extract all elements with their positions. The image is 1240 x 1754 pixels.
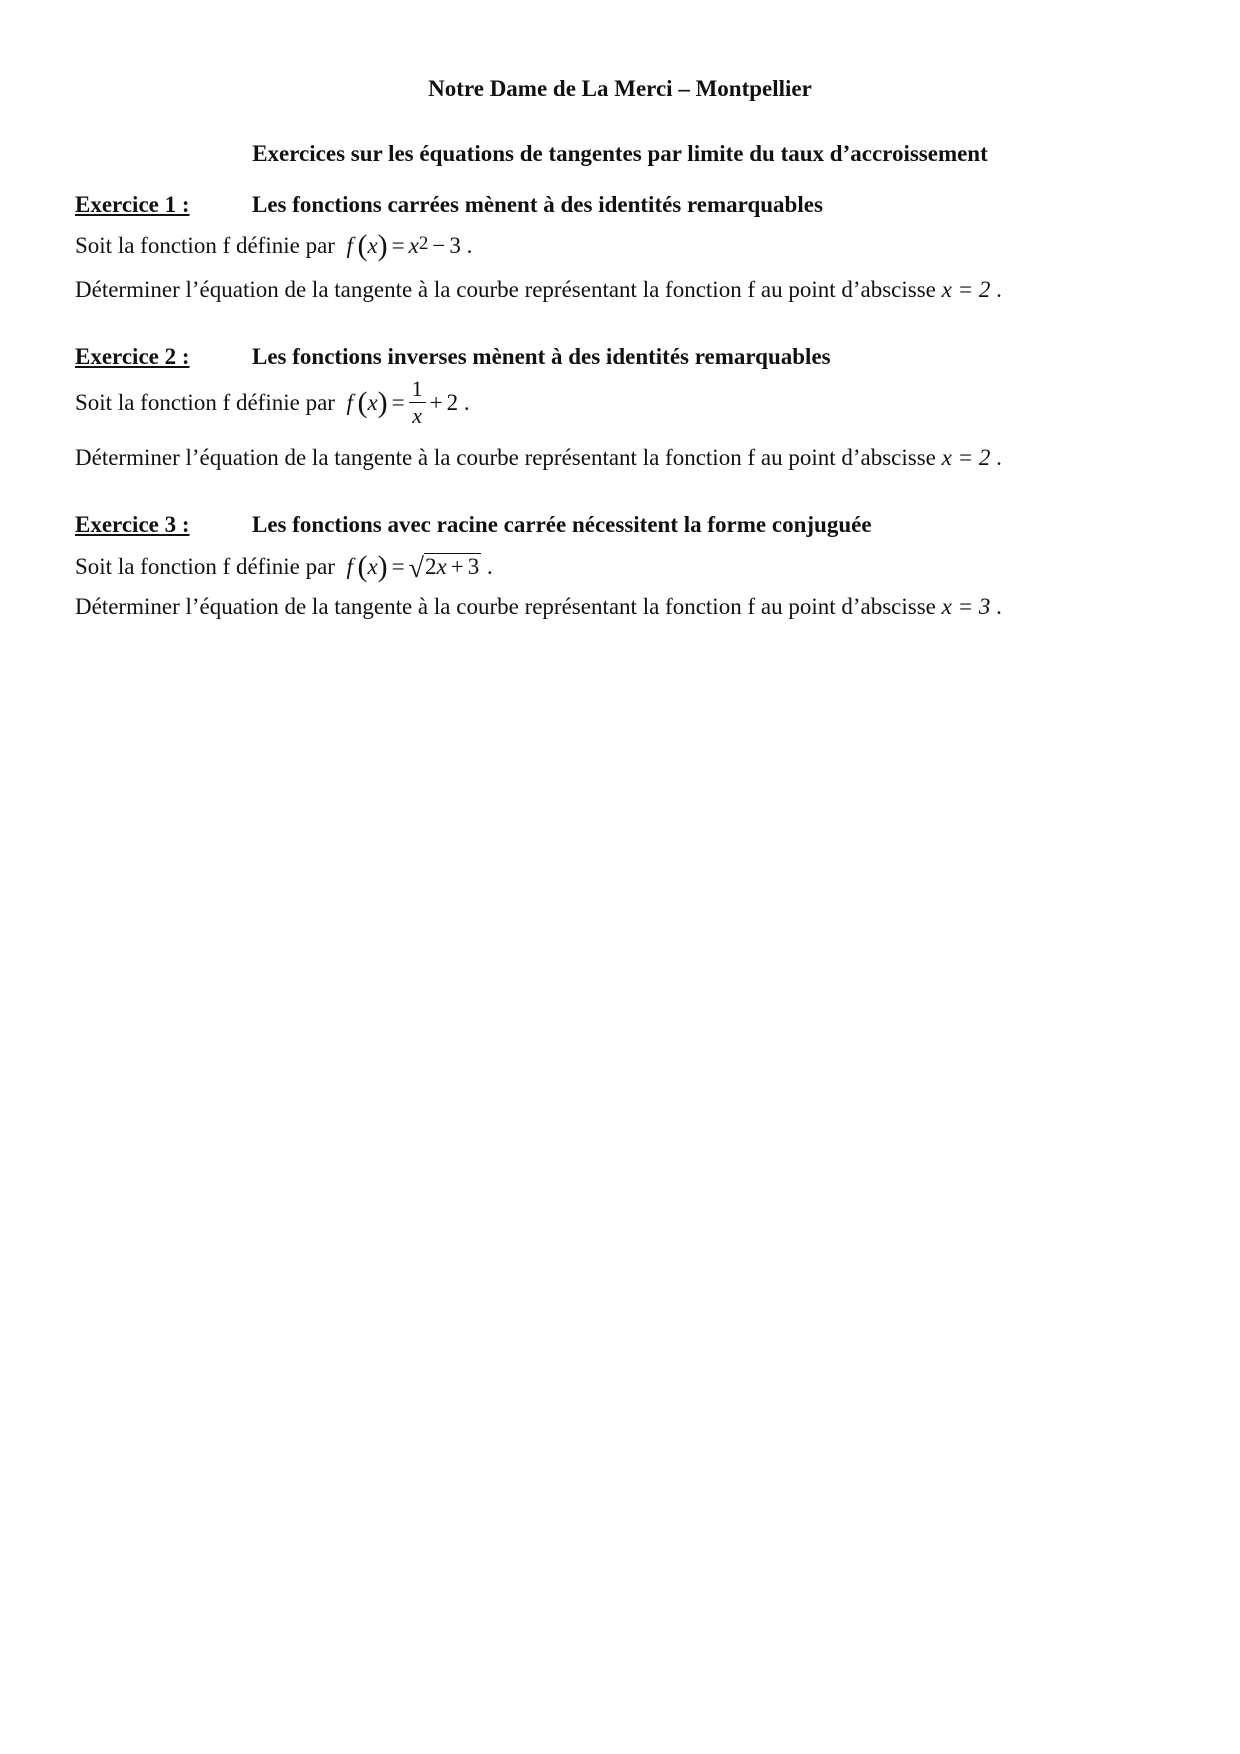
exercise-1-abscissa: x = 2 <box>941 277 991 302</box>
school-name: Notre Dame de La Merci – Montpellier <box>428 76 812 101</box>
exercise-2-label: Exercice 2 : <box>75 344 190 369</box>
exercise-1-formula: f $(x) = x^2 - 3$ . <box>346 229 473 262</box>
exercise-1-definition <box>75 229 473 262</box>
exercise-3-formula: f (x) = √2x + 3 . <box>346 550 493 584</box>
exercise-3-label: Exercice 3 : <box>75 512 190 537</box>
exercise-3-abscissa: x = 3 <box>941 594 991 619</box>
exercise-3-header <box>75 512 872 538</box>
exercise-3-definition <box>75 550 493 582</box>
exercise-1-header <box>75 192 823 218</box>
square-root: √2x + 3 <box>408 553 480 584</box>
exercise-2-definition <box>75 376 470 429</box>
exercise-3-question-text: Déterminer l’équation de la tangente à la courbe représentant la fonction f au point d’abscisse <box>75 594 936 619</box>
exercise-2-intro: Soit la fonction f définie par <box>75 389 335 415</box>
exercise-1-question: Déterminer l’équation de la tangente à la courbe représentant la fonction f au point d’abscisse x = 2 . <box>75 277 1002 302</box>
exercise-2-abscissa: x = 2 <box>941 445 991 470</box>
exercise-2-header <box>75 344 831 370</box>
exercise-3-heading: Les fonctions avec racine carrée nécessitent la forme conjuguée <box>252 512 872 537</box>
exercise-2-formula: f (x) = $\frac{1}{x}$ + 2 . <box>346 376 470 428</box>
exercise-1-label: Exercice 1 : <box>75 192 190 217</box>
exercise-2-question-text: Déterminer l’équation de la tangente à la courbe représentant la fonction f au point d’abscisse <box>75 445 936 470</box>
exercise-3-intro: Soit la fonction f définie par <box>75 554 335 579</box>
document-title: Exercices sur les équations de tangentes par limite du taux d’accroissement <box>252 141 988 166</box>
exercise-1-heading: Les fonctions carrées mènent à des identités remarquables <box>252 192 823 217</box>
fraction-one-over-x: $\frac{1}{x}$ <box>409 378 426 427</box>
exercise-1-question-text: Déterminer l’équation de la tangente à la courbe représentant la fonction f au point d’abscisse <box>75 277 936 302</box>
exercise-2-question: Déterminer l’équation de la tangente à la courbe représentant la fonction f au point d’abscisse x = 2 . <box>75 445 1002 470</box>
exercise-2-heading: Les fonctions inverses mènent à des identités remarquables <box>252 344 831 369</box>
exercise-1-intro: Soit la fonction f définie par <box>75 233 335 258</box>
exercise-3-question: Déterminer l’équation de la tangente à la courbe représentant la fonction f au point d’abscisse x = 3 . <box>75 594 1002 619</box>
